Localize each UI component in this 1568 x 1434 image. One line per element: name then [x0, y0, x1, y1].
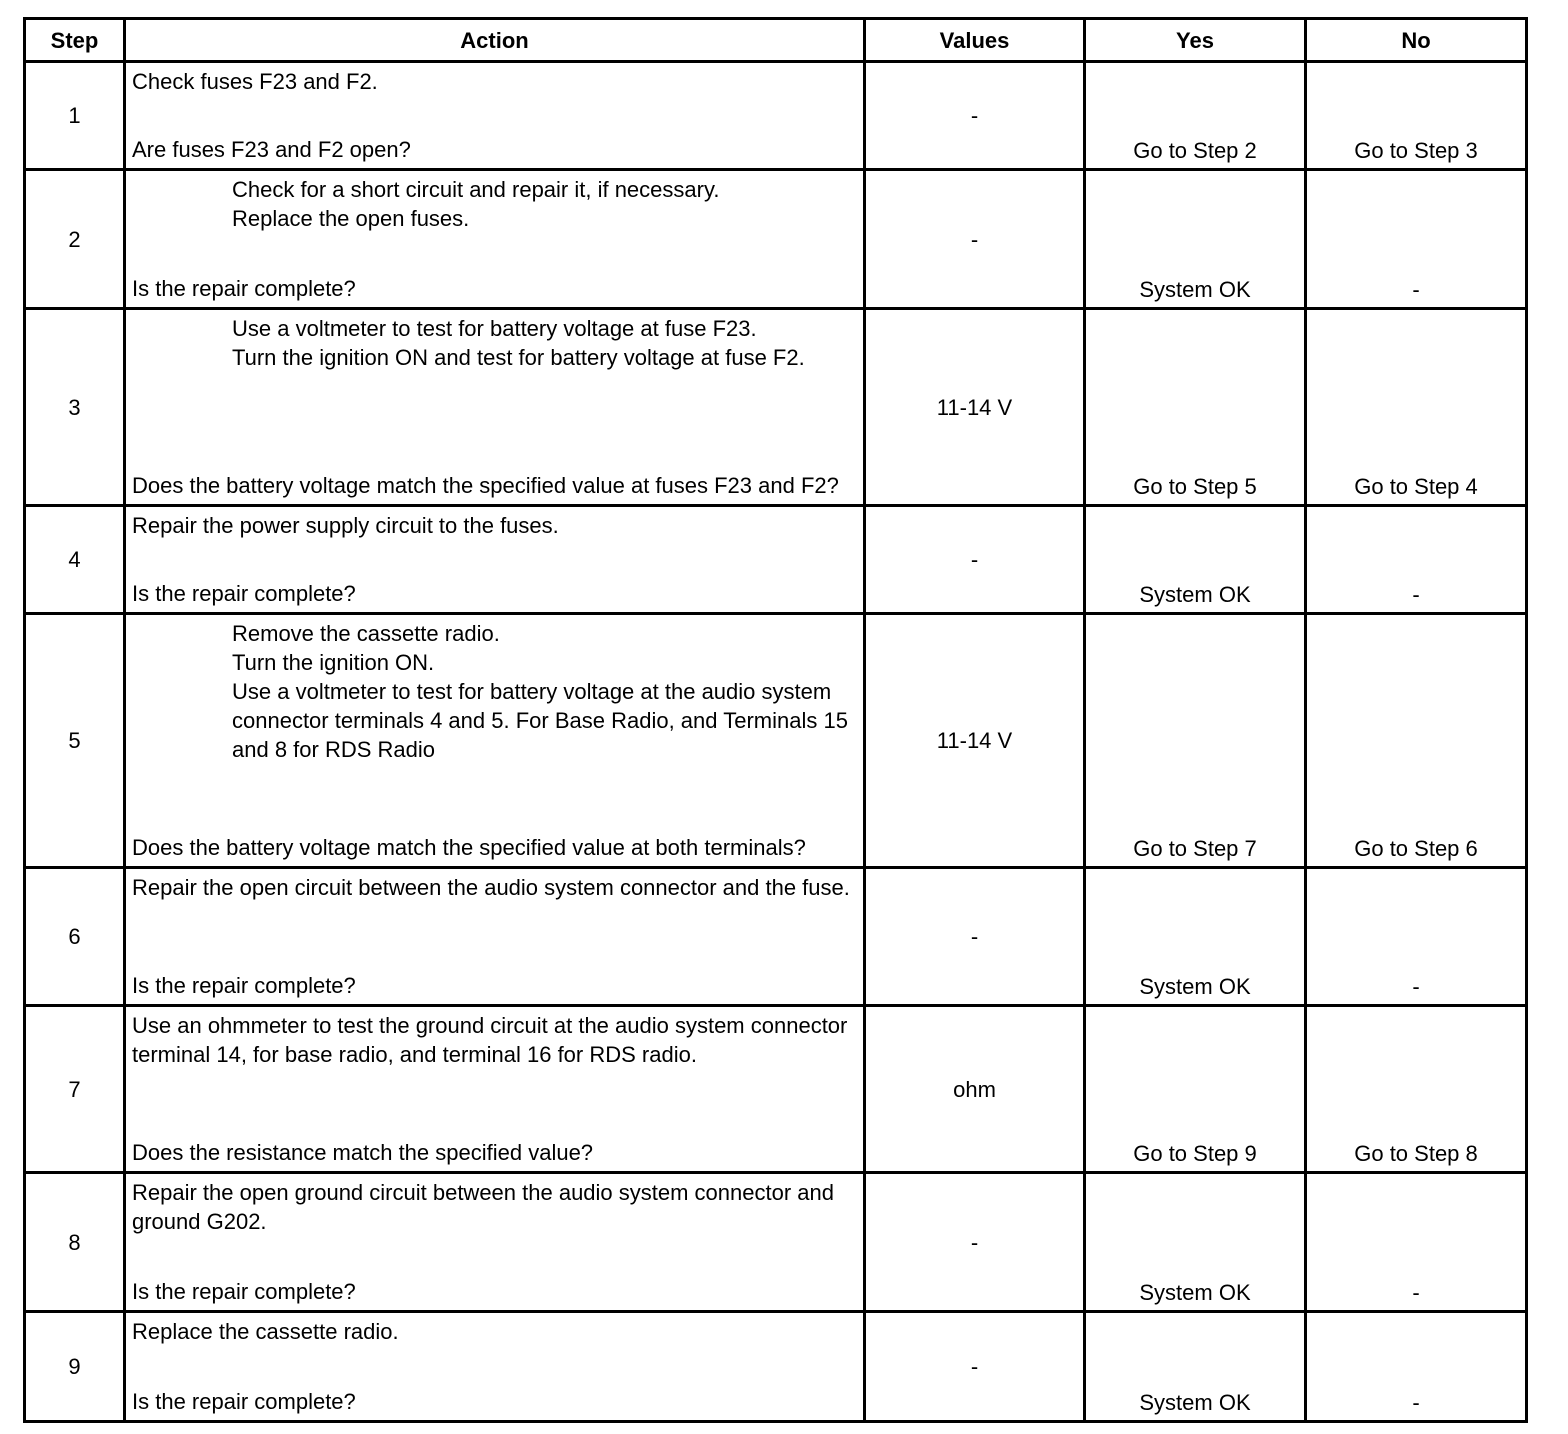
yes-cell: System OK: [1085, 868, 1306, 1006]
value-cell: 11-14 V: [865, 614, 1085, 868]
yes-cell: System OK: [1085, 170, 1306, 309]
table-row: [25, 868, 1527, 1006]
action-question: Does the battery voltage match the specified value at fuses F23 and F2?: [132, 473, 839, 498]
header-values: Values: [865, 19, 1085, 62]
yes-cell: Go to Step 9: [1085, 1006, 1306, 1173]
action-cell: [125, 309, 865, 506]
action-cell: [125, 62, 865, 170]
yes-cell: System OK: [1085, 1312, 1306, 1422]
action-instruction: Repair the open ground circuit between the audio system connector and ground G202.: [132, 1180, 834, 1234]
value-cell: ohm: [865, 1006, 1085, 1173]
value-cell: -: [865, 170, 1085, 309]
action-bullets: [132, 175, 855, 233]
step-number: 5: [25, 614, 125, 868]
table-row: [25, 1173, 1527, 1312]
action-bullet: Turn the ignition ON and test for battery voltage at fuse F2.: [232, 345, 805, 370]
action-bullet: Remove the cassette radio.: [232, 621, 500, 646]
action-instruction: Use an ohmmeter to test the ground circuit at the audio system connector terminal 14, for base radio, and terminal 16 for RDS radio.: [132, 1013, 848, 1067]
step-number: 4: [25, 506, 125, 614]
no-cell: -: [1306, 1173, 1527, 1312]
table-row: [25, 1006, 1527, 1173]
no-cell: Go to Step 6: [1306, 614, 1527, 868]
action-bullet: Turn the ignition ON.: [232, 650, 435, 675]
action-cell: [125, 1006, 865, 1173]
yes-cell: Go to Step 7: [1085, 614, 1306, 868]
header-yes: Yes: [1085, 19, 1306, 62]
value-cell: -: [865, 506, 1085, 614]
no-cell: Go to Step 8: [1306, 1006, 1527, 1173]
table-row: [25, 614, 1527, 868]
header-action: Action: [125, 19, 865, 62]
action-bullet: Use a voltmeter to test for battery voltage at fuse F23.: [232, 316, 757, 341]
step-number: 6: [25, 868, 125, 1006]
no-cell: -: [1306, 506, 1527, 614]
header-row: [25, 19, 1527, 62]
action-bullet: Check for a short circuit and repair it, if necessary.: [232, 177, 720, 202]
action-question: Does the battery voltage match the specified value at both terminals?: [132, 835, 806, 860]
action-question: Is the repair complete?: [132, 973, 356, 998]
table-row: [25, 1312, 1527, 1422]
action-bullets: [132, 314, 855, 372]
value-cell: -: [865, 62, 1085, 170]
action-instruction: Repair the power supply circuit to the fuses.: [132, 513, 559, 538]
action-cell: [125, 170, 865, 309]
action-question: Is the repair complete?: [132, 1279, 356, 1304]
action-bullets: [132, 619, 855, 764]
action-question: Is the repair complete?: [132, 581, 356, 606]
table-row: [25, 62, 1527, 170]
step-number: 9: [25, 1312, 125, 1422]
step-number: 8: [25, 1173, 125, 1312]
no-cell: Go to Step 4: [1306, 309, 1527, 506]
diagnostic-table: [23, 17, 1528, 1423]
step-number: 7: [25, 1006, 125, 1173]
header-step: Step: [25, 19, 125, 62]
action-bullet: Use a voltmeter to test for battery voltage at the audio system connector terminals 4 and 5. For Base Radio, and Terminals 15 and 8 for RDS Radio: [232, 679, 848, 762]
header-no: No: [1306, 19, 1527, 62]
value-cell: -: [865, 868, 1085, 1006]
yes-cell: Go to Step 5: [1085, 309, 1306, 506]
no-cell: -: [1306, 1312, 1527, 1422]
no-cell: -: [1306, 868, 1527, 1006]
action-question: Is the repair complete?: [132, 276, 356, 301]
action-instruction: Repair the open circuit between the audio system connector and the fuse.: [132, 875, 850, 900]
yes-cell: Go to Step 2: [1085, 62, 1306, 170]
action-question: Is the repair complete?: [132, 1389, 356, 1414]
action-question: Are fuses F23 and F2 open?: [132, 137, 411, 162]
action-instruction: Check fuses F23 and F2.: [132, 69, 378, 94]
yes-cell: System OK: [1085, 1173, 1306, 1312]
action-cell: [125, 614, 865, 868]
action-bullet: Replace the open fuses.: [232, 206, 470, 231]
action-cell: [125, 1312, 865, 1422]
step-number: 3: [25, 309, 125, 506]
action-cell: [125, 868, 865, 1006]
table-row: [25, 506, 1527, 614]
table-row: [25, 309, 1527, 506]
action-cell: [125, 506, 865, 614]
action-question: Does the resistance match the specified value?: [132, 1140, 594, 1165]
action-instruction: Replace the cassette radio.: [132, 1319, 399, 1344]
table-body: [25, 62, 1527, 1422]
step-number: 1: [25, 62, 125, 170]
value-cell: 11-14 V: [865, 309, 1085, 506]
no-cell: Go to Step 3: [1306, 62, 1527, 170]
step-number: 2: [25, 170, 125, 309]
no-cell: -: [1306, 170, 1527, 309]
value-cell: -: [865, 1312, 1085, 1422]
yes-cell: System OK: [1085, 506, 1306, 614]
table-row: [25, 170, 1527, 309]
value-cell: -: [865, 1173, 1085, 1312]
action-cell: [125, 1173, 865, 1312]
